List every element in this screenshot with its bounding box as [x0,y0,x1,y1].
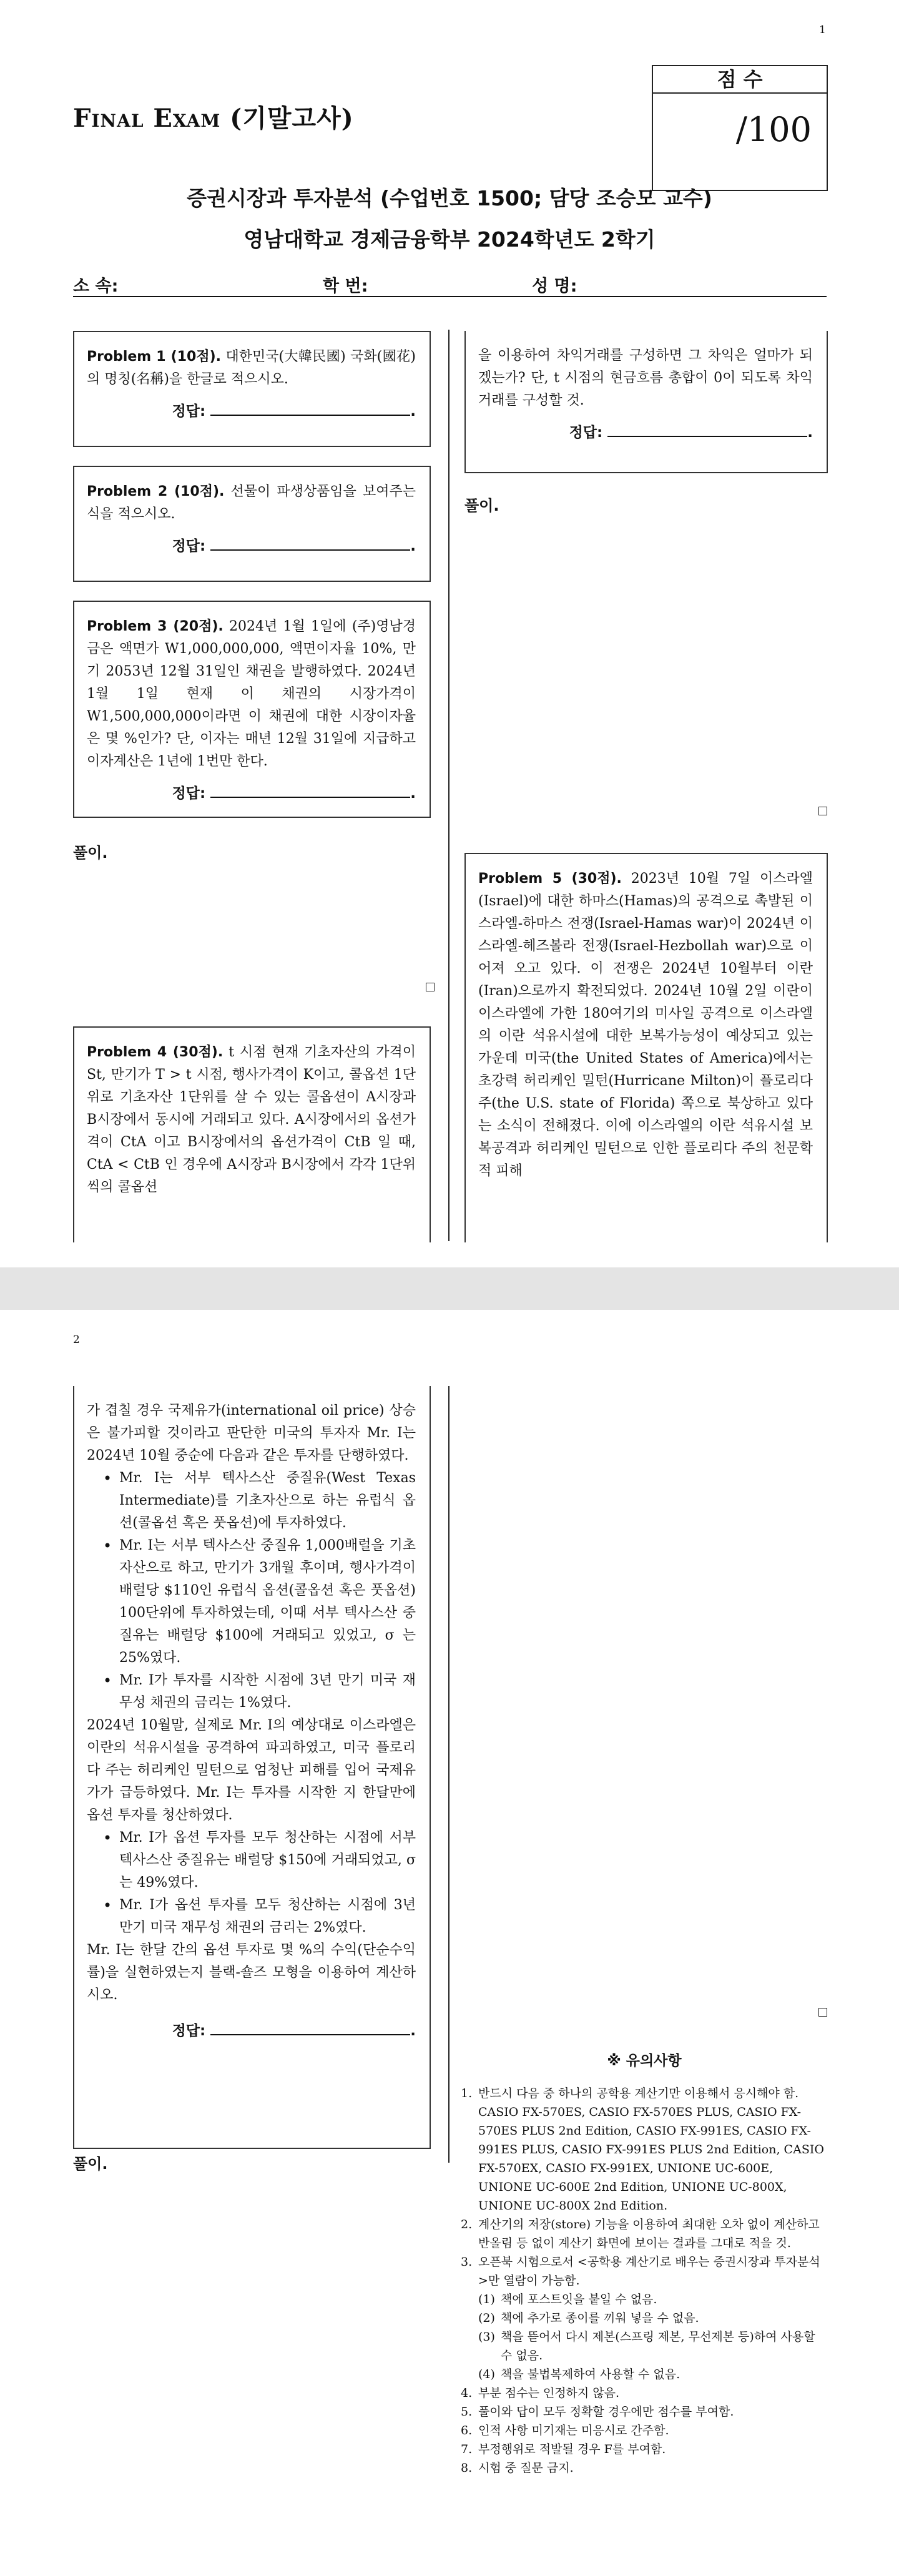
note-text: 부정행위로 적발될 경우 F를 부여함. [478,2442,666,2456]
problem-4-box [73,1026,431,1242]
note-item: 6. 인적 사항 미기재는 미응시로 간주함. [461,2424,669,2437]
answer-field: 정답: . [87,2019,416,2042]
problem-2-box [73,466,431,582]
affiliation-label: 소 속: [73,277,119,296]
answer-label: 정답: [172,538,206,554]
student-info-line [73,272,827,297]
exam-page-1 [0,0,899,1267]
list-item: • Mr. I가 옵션 투자를 모두 청산하는 시점에 3년 만기 미국 재무성 채권의 금리는 2%였다. [103,1894,416,1939]
problem-4-header: Problem 4 (30점). [87,1045,224,1060]
investment-conditions-list [103,1467,416,1714]
column-divider [448,330,450,1241]
sub-notes-list [478,2290,828,2384]
solution-label: 풀이. [73,2155,108,2173]
answer-line [210,782,410,798]
column-divider [448,1386,450,2163]
problem-5-text: 2023년 10월 7일 이스라엘(Israel)에 대한 하마스(Hamas)의 공격으로 촉발된 이스라엘-하마스 전쟁(Israel-Hamas war)이 2024년 이스라엘-헤즈볼라 전쟁(Israel-Hezbollah war)으로 이어져 오고 있다. 이 전쟁은 2024년 10월부터 이란(Iran)으로까지 확전되었다. 2024년 10월 2일 이란이 이스라엘에 가한 180여기의 미사일 공격으로 이스라엘의 이란 석유시설에 대한 보복가능성이 예상되고 있는 가운데 미국(the United States of America)에서는 초강력 허리케인 밀턴(Hurricane Milton)이 플로리다 주(the U.S. state of Florida) 쪽으로 북상하고 있다는 소식이 전해졌다. 이에 이스라엘의 이란 석유시설 보복공격과 허리케인 밀턴으로 인한 플로리다 주의 천문학적 피해 [478,871,813,1179]
note-text: 인적 사항 미기재는 미응시로 간주함. [478,2424,669,2437]
notes-list [461,2084,828,2477]
note-text: 반드시 다음 중 하나의 공학용 계산기만 이용해서 응시해야 함. CASIO FX-570ES, CASIO FX-570ES PLUS, CASIO FX-570ES PLUS 2nd Edition, CASIO FX-991ES, CASIO FX-991ES PLUS, CASIO FX-991ES PLUS 2nd Edition, CASIO FX-570EX, CASIO FX-991EX, UNIONE UC-600E, UNIONE UC-600E 2nd Edition, UNIONE UC-800X, UNIONE UC-800X 2nd Edition. [478,2087,824,2213]
problem-1-box [73,331,431,447]
solution-label: 풀이. [464,497,499,514]
problem-5-continuation-box [73,1386,431,2149]
answer-label: 정답: [569,425,603,441]
problem-5-box [464,853,828,1242]
problem-5-middle: 2024년 10월말, 실제로 Mr. I의 예상대로 이스라엘은 이란의 석유시설을 공격하여 파괴하였고, 미국 플로리다 주는 허리케인 밀턴으로 엄청난 피해를 입어 국제유가가 급등하였다. Mr. I는 투자를 시작한 지 한달만에 옵션 투자를 청산하였다. [87,1718,416,1823]
course-line-1: 증권시장과 투자분석 (수업번호 1500; 담당 조승모 교수) [187,186,712,210]
answer-field: 정답: . [87,400,416,423]
sub-note-item: (2) 책에 추가로 종이를 끼워 넣을 수 없음. [478,2311,699,2325]
problem-4-continuation-box [464,331,828,473]
note-item: 8. 시험 중 질문 금지. [461,2461,574,2475]
liquidation-conditions-list [103,1827,416,1939]
note-text: 오픈북 시험으로서 <공학용 계산기로 배우는 증권시장과 투자분석>만 열람이 가능함. [478,2255,820,2288]
answer-label: 정답: [172,403,206,420]
score-box [652,65,828,191]
qed-square-icon [426,983,435,991]
answer-line [210,2019,410,2035]
name-label: 성 명: [532,277,577,296]
answer-line [607,421,807,437]
note-item: 1. 반드시 다음 중 하나의 공학용 계산기만 이용해서 응시해야 함. CASIO FX-570ES, CASIO FX-570ES PLUS, CASIO FX-570ES PLUS 2nd Edition, CASIO FX-991ES, CASIO FX-991ES PLUS, CASIO FX-991ES PLUS 2nd Edition, CASIO FX-570EX, CASIO FX-991EX, UNIONE UC-600E, UNIONE UC-600E 2nd Edition, UNIONE UC-800X, UNIONE UC-800X 2nd Edition. [461,2087,824,2213]
problem-3-text: 2024년 1월 1일에 (주)영남경금은 액면가 W1,000,000,000, 액면이자율 10%, 만기 2053년 12월 31일인 채권을 발행하였다. 2024년 1월 1일 현재 이 채권의 시장가격이 W1,500,000,000이라면 이 채권에 대한 시장이자율은 몇 %인가? 단, 이자는 매년 12월 31일에 지급하고 이자계산은 1년에 1번만 한다. [87,619,416,769]
note-item: 2. 계산기의 저장(store) 기능을 이용하여 최대한 오차 없이 계산하고 반올림 등 없이 계산기 화면에 보이는 결과를 그대로 적을 것. [461,2218,820,2250]
note-text: 부분 점수는 인정하지 않음. [478,2386,620,2400]
sub-note-item: (1) 책에 포스트잇을 붙일 수 없음. [478,2293,657,2306]
exam-title: Final Exam (기말고사) [73,104,354,133]
sub-note-text: 책을 뜯어서 다시 제본(스프링 제본, 무선제본 등)하여 사용할 수 없음. [501,2330,815,2362]
qed-square-icon [818,2008,827,2017]
sub-note-text: 책에 포스트잇을 붙일 수 없음. [501,2293,657,2306]
score-label: 점 수 [653,66,827,94]
sub-note-item: (4) 책을 불법복제하여 사용할 수 없음. [478,2367,680,2381]
answer-line [210,400,410,416]
sub-note-text: 책에 추가로 종이를 끼워 넣을 수 없음. [501,2311,699,2325]
note-item: 3. 오픈북 시험으로서 <공학용 계산기로 배우는 증권시장과 투자분석>만 열람이 가능함. (1) 책에 포스트잇을 붙일 수 없음. (2) 책에 추가로 종이를 끼워 넣을 수 없음. (3) 책을 뜯어서 다시 제본(스프링 제본, 무선제본 등)하여 사용할 수 없음. (4) 책을 불법복제하여 사용할 수 없음. [461,2253,828,2384]
answer-label: 정답: [172,2023,206,2039]
note-item: 5. 풀이와 답이 모두 정확할 경우에만 점수를 부여함. [461,2405,734,2419]
note-text: 계산기의 저장(store) 기능을 이용하여 최대한 오차 없이 계산하고 반올림 등 없이 계산기 화면에 보이는 결과를 그대로 적을 것. [478,2218,820,2250]
problem-3-box [73,601,431,818]
notes-title: ※ 유의사항 [607,2053,682,2069]
page-number: 2 [73,1334,80,1346]
problem-1-text: 대한민국(大韓民國) 국화(國花)의 명칭(名稱)을 한글로 적으시오. [87,349,416,387]
problem-4-continuation-text: 을 이용하여 차익거래를 구성하면 그 차익은 얼마가 되겠는가? 단, t 시점의 현금흐름 총합이 0이 되도록 차익거래를 구성할 것. [478,348,813,408]
problem-2-text: 선물이 파생상품임을 보여주는 식을 적으시오. [87,484,416,522]
note-item: 4. 부분 점수는 인정하지 않음. [461,2386,620,2400]
problem-4-text: t 시점 현재 기초자산의 가격이 St, 만기가 T > t 시점, 행사가격이 K이고, 콜옵션 1단위로 기초자산 1단위를 살 수 있는 콜옵션이 A시장과 B시장에서 동시에 거래되고 있다. A시장에서의 옵션가격이 CtA 이고 B시장에서의 옵션가격이 CtB 일 때, CtA < CtB 인 경우에 A시장과 B시장에서 각각 1단위씩의 콜옵션 [87,1045,416,1195]
answer-line [210,534,410,551]
sub-note-item: (3) 책을 뜯어서 다시 제본(스프링 제본, 무선제본 등)하여 사용할 수 없음. [478,2330,815,2362]
problem-5-question: Mr. I는 한달 간의 옵션 투자로 몇 %의 수익(단순수익률)을 실현하였는지 블랙-숄즈 모형을 이용하여 계산하시오. [87,1942,416,2003]
score-total: /100 [735,110,812,149]
note-item: 7. 부정행위로 적발될 경우 F를 부여함. [461,2442,666,2456]
problem-1-header: Problem 1 (10점). [87,349,222,365]
list-item: • Mr. I가 옵션 투자를 모두 청산하는 시점에 서부 텍사스산 중질유는 배럴당 $150에 거래되었고, σ 는 49%였다. [103,1827,416,1894]
list-item: • Mr. I는 서부 텍사스산 중질유(West Texas Intermediate)를 기초자산으로 하는 유럽식 옵션(콜옵션 혹은 풋옵션)에 투자하였다. [103,1467,416,1535]
page-number: 1 [819,24,826,36]
answer-field: 정답: . [87,534,416,558]
problem-2-header: Problem 2 (10점). [87,484,225,499]
sub-note-text: 책을 불법복제하여 사용할 수 없음. [501,2367,680,2381]
list-item: • Mr. I는 서부 텍사스산 중질유 1,000배럴을 기초자산으로 하고, 만기가 3개월 후이며, 행사가격이 배럴당 $110인 유럽식 옵션(콜옵션 혹은 풋옵션) 100단위에 투자하였는데, 이때 서부 텍사스산 중질유는 배럴당 $100에 거래되고 있었고, σ 는 25%였다. [103,1535,416,1669]
problem-3-header: Problem 3 (20점). [87,619,224,634]
problem-5-header: Problem 5 (30점). [478,871,622,887]
exam-notes [461,2052,828,2477]
answer-field: 정답: . [87,782,416,805]
answer-field: 정답: . [478,421,813,444]
answer-label: 정답: [172,785,206,802]
note-text: 시험 중 질문 금지. [478,2461,574,2475]
list-item: • Mr. I가 투자를 시작한 시점에 3년 만기 미국 재무성 채권의 금리는 1%였다. [103,1669,416,1714]
problem-5-intro: 가 겹칠 경우 국제유가(international oil price) 상승은 불가피할 것이라고 판단한 미국의 투자자 Mr. I는 2024년 10월 중순에 다음과 같은 투자를 단행하였다. [87,1403,416,1463]
student-id-label: 학 번: [323,277,368,296]
course-line-2: 영남대학교 경제금융학부 2024학년도 2학기 [243,227,656,252]
solution-label: 풀이. [73,844,108,862]
qed-square-icon [818,807,827,815]
note-text: 풀이와 답이 모두 정확할 경우에만 점수를 부여함. [478,2405,734,2419]
